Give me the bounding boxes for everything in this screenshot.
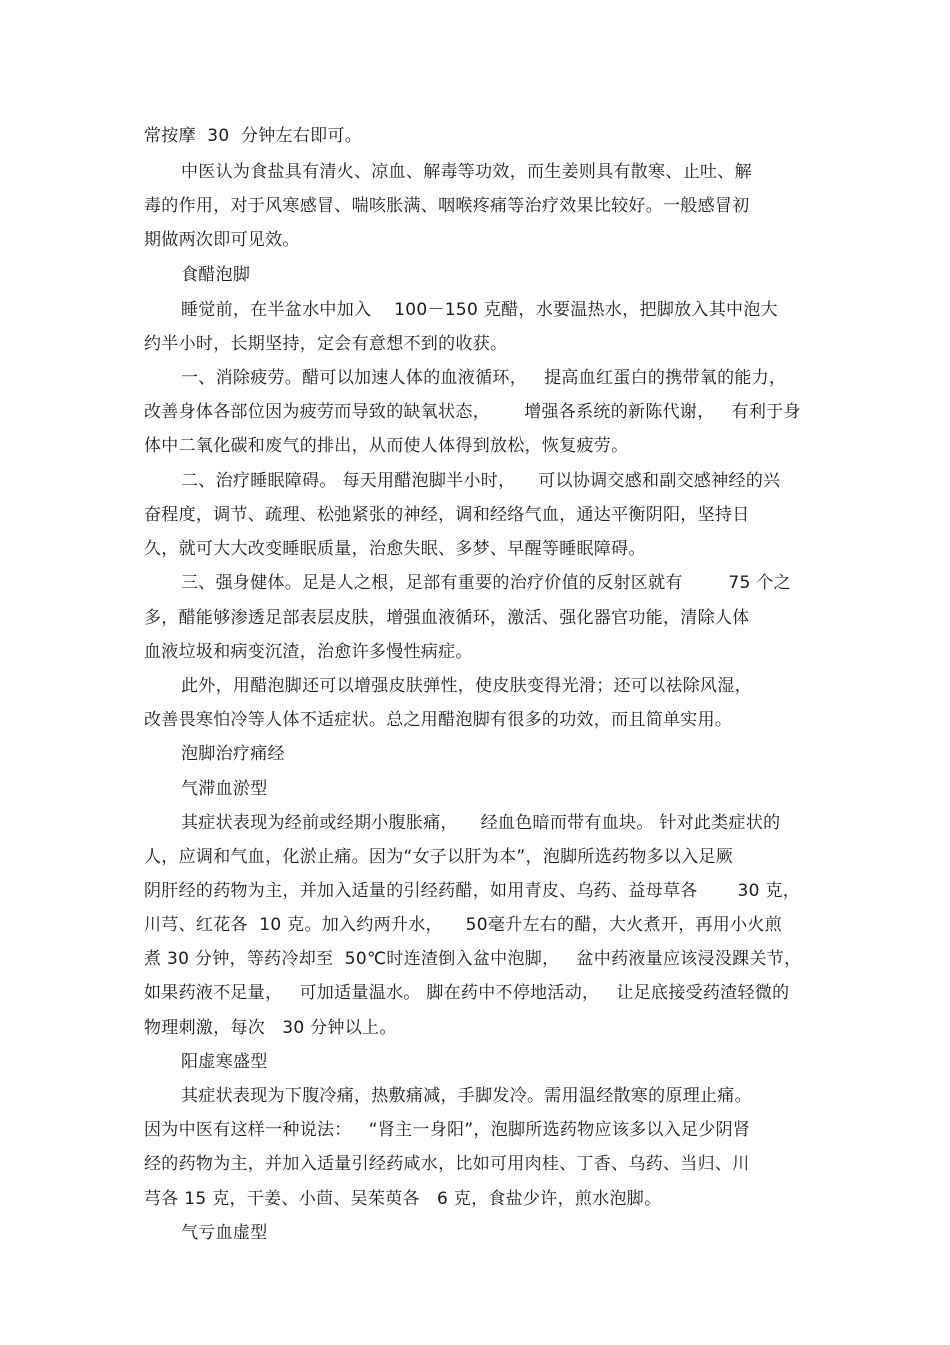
text-line: 毒的作用，对于风寒感冒、喘咳胀满、咽喉疼痛等治疗效果比较好。一般感冒初: [144, 196, 750, 216]
text-line: 约半小时，长期坚持，定会有意想不到的收获。: [144, 334, 508, 354]
text-line: 人，应调和气血，化淤止痛。因为“女子以肝为本”，泡脚所选药物多以入足厥: [144, 847, 734, 867]
paragraph-line: 此外，用醋泡脚还可以增强皮肤弹性，使皮肤变得光滑；还可以祛除风湿，: [181, 676, 752, 696]
subsection-heading: 气亏血虚型: [181, 1223, 268, 1243]
text-line: 经的药物为主，并加入适量引经药咸水，比如可用肉桂、丁香、乌药、当归、川: [144, 1154, 750, 1174]
text-line: 物理刺激，每次 30 分钟以上。: [144, 1018, 397, 1038]
text-line: 期做两次即可见效。: [144, 230, 300, 250]
text-line: 改善身体各部位因为疲劳而导致的缺氧状态， 增强各系统的新陈代谢， 有利于身: [144, 402, 801, 422]
text-line: 久，就可大大改变睡眠质量，治愈失眠、多梦、早醒等睡眠障碍。: [144, 539, 646, 559]
text-line: 川芎、红花各 10 克。加入约两升水， 50毫升左右的醋，大火煮开，再用小火煎: [144, 915, 782, 935]
subsection-heading: 阳虚寒盛型: [181, 1052, 268, 1072]
text-line: 常按摩 30 分钟左右即可。: [144, 126, 363, 146]
paragraph-line: 一、消除疲劳。醋可以加速人体的血液循环， 提高血红蛋白的携带氧的能力，: [181, 368, 787, 388]
paragraph-line: 其症状表现为下腹冷痛，热敷痛减，手脚发冷。需用温经散寒的原理止痛。: [181, 1086, 752, 1106]
text-line: 煮 30 分钟，等药冷却至 50℃时连渣倒入盆中泡脚， 盆中药液量应该浸没踝关节，: [144, 949, 802, 969]
text-line: 血液垃圾和病变沉渣，治愈许多慢性病症。: [144, 642, 473, 662]
text-line: 奋程度，调节、疏理、松弛紧张的神经，调和经络气血，通达平衡阴阳，坚持日: [144, 505, 750, 525]
section-heading: 泡脚治疗痛经: [181, 744, 285, 764]
text-line: 多，醋能够渗透足部表层皮肤，增强血液循环，激活、强化器官功能，清除人体: [144, 608, 750, 628]
paragraph-line: 中医认为食盐具有清火、凉血、解毒等功效，而生姜则具有散寒、止吐、解: [181, 162, 752, 182]
text-line: 阴肝经的药物为主，并加入适量的引经药醋，如用青皮、乌药、益母草各 30 克，: [144, 881, 801, 901]
section-heading: 食醋泡脚: [181, 265, 251, 285]
text-line: 改善畏寒怕冷等人体不适症状。总之用醋泡脚有很多的功效，而且简单实用。: [144, 710, 733, 730]
text-line: 芎各 15 克，干姜、小茴、吴茱萸各 6 克，食盐少许，煎水泡脚。: [144, 1189, 662, 1209]
paragraph-line: 二、治疗睡眠障碍。 每天用醋泡脚半小时， 可以协调交感和副交感神经的兴: [181, 471, 781, 491]
text-line: 如果药液不足量， 可加适量温水。 脚在药中不停地活动， 让足底接受药渣轻微的: [144, 983, 790, 1003]
paragraph-line: 三、强身健体。足是人之根，足部有重要的治疗价值的反射区就有 75 个之: [181, 573, 791, 593]
paragraph-line: 其症状表现为经前或经期小腹胀痛， 经血色暗而带有血块。 针对此类症状的: [181, 813, 781, 833]
subsection-heading: 气滞血淤型: [181, 779, 268, 799]
paragraph-line: 睡觉前，在半盆水中加入 100－150 克醋，水要温热水，把脚放入其中泡大: [181, 300, 778, 320]
text-line: 体中二氧化碳和废气的排出，从而使人体得到放松，恢复疲劳。: [144, 436, 629, 456]
text-line: 因为中医有这样一种说法： “肾主一身阳”，泡脚所选药物应该多以入足少阴肾: [144, 1120, 751, 1140]
